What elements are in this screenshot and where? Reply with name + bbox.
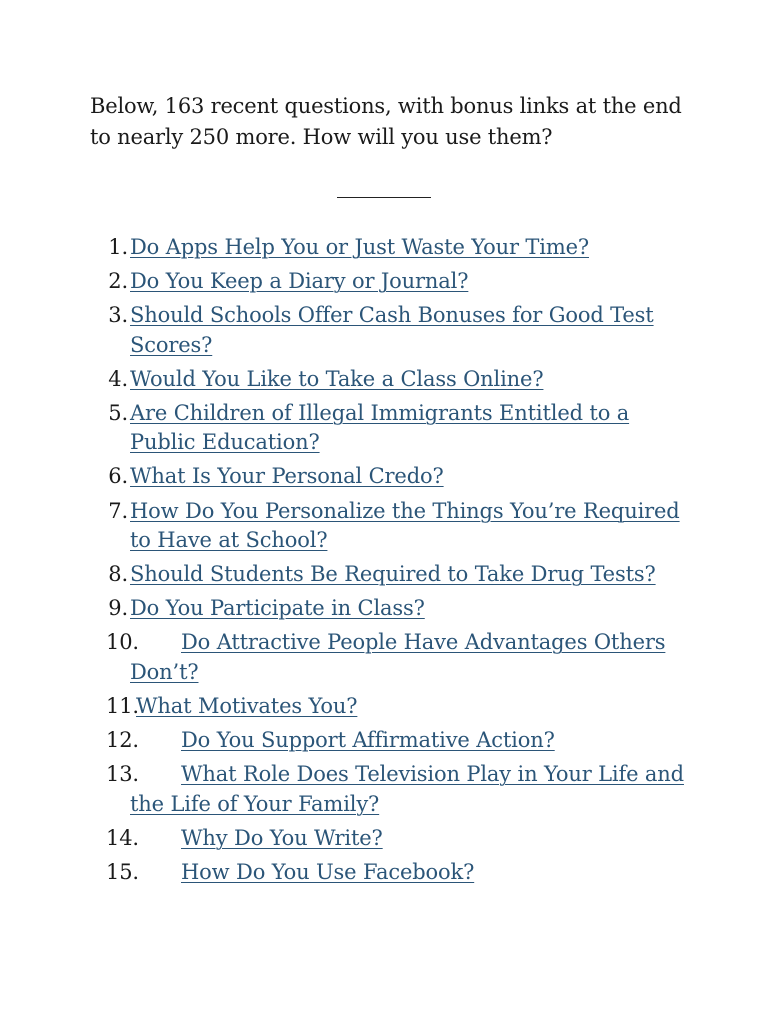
question-link[interactable]: Do You Support Affirmative Action? [181, 728, 555, 753]
list-item [0, 692, 696, 722]
list-item [0, 760, 690, 819]
question-link[interactable]: Should Students Be Required to Take Drug Tests? [130, 562, 656, 587]
list-item [0, 233, 690, 263]
item-number: 1. [108, 235, 128, 259]
question-link[interactable]: How Do You Use Facebook? [181, 859, 475, 884]
list-item [0, 399, 690, 458]
item-number: 4. [108, 366, 128, 391]
question-link[interactable]: Do Apps Help You or Just Waste Your Time? [130, 235, 589, 259]
question-link[interactable]: Do Attractive People Have Advantages Others Don’t? [130, 630, 666, 684]
item-number: 9. [108, 596, 128, 621]
item-number: 2. [108, 269, 128, 294]
list-item [0, 365, 690, 395]
question-link[interactable]: Do You Participate in Class? [130, 596, 425, 621]
item-number: 15. [106, 859, 139, 884]
item-number: 12. [106, 728, 139, 753]
list-item [0, 594, 690, 624]
question-link[interactable]: Do You Keep a Diary or Journal? [130, 269, 469, 294]
list-item [0, 301, 690, 360]
list-item [0, 560, 690, 590]
list-item [0, 497, 690, 556]
list-item [0, 726, 690, 756]
intro-paragraph: Below, 163 recent questions, with bonus links at the end to nearly 250 more. How will you use them? [90, 94, 682, 149]
question-link[interactable]: What Role Does Television Play in Your Life and the Life of Your Family? [130, 762, 684, 816]
question-link[interactable]: Are Children of Illegal Immigrants Entitled to a Public Education? [130, 400, 630, 455]
list-item [0, 628, 690, 687]
item-number: 6. [108, 464, 128, 489]
list-item [0, 462, 690, 492]
question-list [0, 233, 768, 892]
item-number: 14. [106, 825, 139, 850]
question-link[interactable]: Should Schools Offer Cash Bonuses for Good Test Scores? [130, 303, 654, 357]
item-number: 11. [106, 693, 139, 718]
question-link[interactable]: Would You Like to Take a Class Online? [130, 366, 544, 391]
list-item [0, 267, 690, 297]
item-number: 13. [106, 762, 139, 787]
item-number: 10. [106, 630, 139, 655]
list-item [0, 858, 690, 888]
list-item [0, 824, 690, 854]
item-number: 5. [108, 400, 128, 425]
section-divider [337, 197, 431, 198]
item-number: 3. [108, 303, 128, 328]
question-link[interactable]: How Do You Personalize the Things You’re Required to Have at School? [130, 498, 680, 553]
question-link[interactable]: What Motivates You? [136, 693, 358, 718]
item-number: 7. [108, 498, 128, 523]
question-link[interactable]: What Is Your Personal Credo? [130, 464, 444, 489]
item-number: 8. [108, 562, 128, 587]
question-link[interactable]: Why Do You Write? [181, 825, 383, 850]
